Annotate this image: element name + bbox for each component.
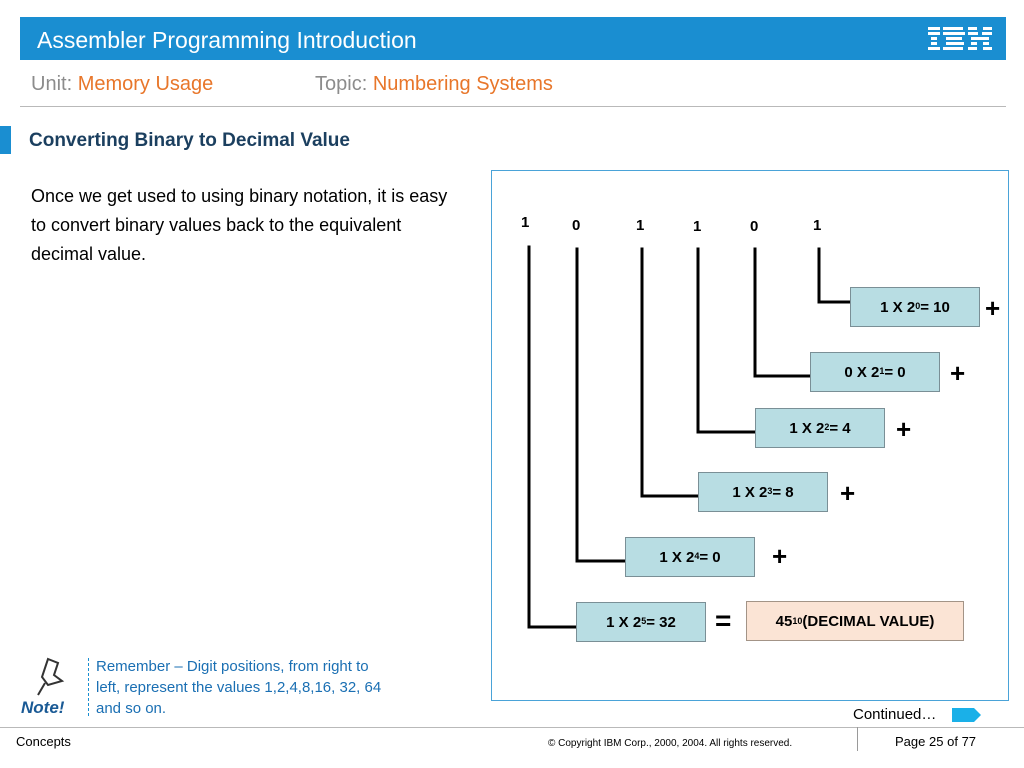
footer-section-label: Concepts	[16, 734, 71, 749]
plus-sign: +	[950, 358, 966, 388]
page-current: 25	[929, 734, 944, 749]
term-box-bit-5: 1 X 2 $^5$ = 32	[576, 602, 706, 642]
binary-digit-2: 0	[572, 217, 581, 234]
connector-bit-4	[577, 249, 625, 561]
plus-sign: +	[772, 541, 788, 571]
term-box-bit-0: 1 X 2 $^0$ = 10	[850, 287, 980, 327]
connector-bit-1	[755, 249, 810, 376]
connector-bit-5	[529, 247, 576, 627]
continued-label: Continued…	[853, 706, 937, 723]
binary-digit-4: 1	[693, 218, 702, 235]
app-title: Assembler Programming Introduction	[37, 27, 417, 53]
plus-sign: +	[985, 293, 1001, 323]
footer-separator	[857, 727, 858, 751]
header-divider	[20, 106, 1006, 107]
topic-label: Topic:	[315, 73, 368, 95]
connector-bit-3	[642, 249, 698, 496]
note-divider	[88, 658, 89, 716]
plus-sign: +	[896, 414, 912, 444]
unit-breadcrumb	[31, 73, 213, 96]
next-arrow-icon[interactable]	[952, 707, 982, 723]
decimal-result-box: 45 10 (DECIMAL VALUE)	[746, 601, 964, 641]
copyright-text: © Copyright IBM Corp., 2000, 2004. All rights reserved.	[548, 738, 793, 749]
unit-value: Memory Usage	[77, 73, 214, 95]
binary-digit-5: 0	[750, 218, 759, 235]
connector-bit-0	[819, 249, 850, 302]
conversion-diagram	[491, 170, 1009, 701]
note-icon-label: Note!	[21, 698, 65, 717]
page-indicator: Page 25 of 77	[895, 734, 977, 749]
ibm-logo	[928, 25, 994, 53]
term-box-bit-2: 1 X 2 $^2$ = 4	[755, 408, 885, 448]
binary-digit-6: 1	[813, 217, 822, 234]
equals-sign: =	[715, 605, 732, 636]
footer-divider	[0, 727, 1024, 728]
page-total: 77	[961, 734, 977, 749]
body-text: Once we get used to using binary notation, it is easy to convert binary values back to the equivalent decimal value.	[31, 186, 448, 264]
topic-value: Numbering Systems	[372, 73, 553, 95]
binary-digit-1: 1	[521, 214, 530, 231]
title-bar	[20, 17, 1006, 60]
section-title: Converting Binary to Decimal Value	[29, 130, 350, 151]
note-text: Remember – Digit positions, from right to left, represent the values 1,2,4,8,16, 32, 64 and so on.	[96, 658, 382, 717]
note-pushpin-icon	[18, 655, 80, 717]
topic-breadcrumb	[315, 73, 553, 96]
connector-bit-2	[698, 249, 755, 432]
section-accent	[0, 126, 11, 154]
unit-label: Unit:	[31, 73, 73, 95]
term-box-bit-1: 0 X 2 $^1$ = 0	[810, 352, 940, 392]
plus-sign: +	[840, 478, 856, 508]
term-box-bit-3: 1 X 2 $^3$ = 8	[698, 472, 828, 512]
binary-digit-3: 1	[636, 217, 645, 234]
term-box-bit-4: 1 X 2 $^4$ = 0	[625, 537, 755, 577]
